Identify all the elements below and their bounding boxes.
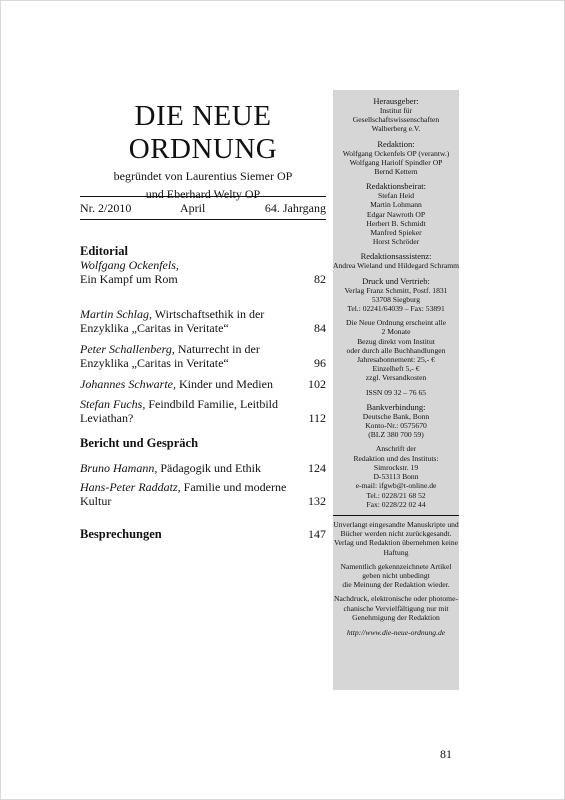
entry-title: Ein Kampf um Rom <box>80 272 178 286</box>
editor-line: Bernd Kettern <box>374 167 418 177</box>
address-line: e-mail: ifgwb@t-online.de <box>355 481 437 491</box>
publisher-line: Walberberg e.V. <box>371 124 421 134</box>
entry-title: Kinder und Medien <box>178 377 273 391</box>
founded-by-line1: begründet von Laurentius Siemer OP <box>113 169 293 183</box>
bank-line: Deutsche Bank, Bonn <box>362 411 430 421</box>
frequency-line: Bezug direkt vom Institut <box>357 336 435 346</box>
sidebar-divider <box>333 515 459 516</box>
issue-month: April <box>180 201 206 215</box>
toc-entry[interactable] <box>80 307 326 335</box>
section-besprechungen: Besprechungen <box>80 527 162 541</box>
editor-line: Wolfgang Ockenfels OP (verantw.) <box>342 148 450 158</box>
address-line: Fax: 0228/22 02 44 <box>366 499 426 509</box>
board-member: Martin Lohmann <box>370 200 422 210</box>
issue-volume: 64. Jahrgang <box>264 201 326 215</box>
address-line: Anschrift der <box>375 444 417 454</box>
section-bericht: Bericht und Gespräch <box>80 436 199 450</box>
imprint-sidebar <box>333 90 459 690</box>
entry-page: 96 <box>314 356 326 370</box>
toc-entry[interactable] <box>80 342 326 370</box>
entry-title: Pädagogik und Ethik <box>160 461 262 475</box>
notice-line: Nachdruck, elektronische oder photome- <box>334 594 458 604</box>
board-member: Horst Schröder <box>372 237 420 247</box>
address-line: D-53113 Bonn <box>373 472 419 482</box>
toc-entry[interactable] <box>80 461 326 475</box>
board-member: Manfred Spieker <box>370 228 422 238</box>
entry-author: Wolfgang Ockenfels, <box>80 258 179 272</box>
bank-line: (BLZ 380 700 59) <box>368 430 424 440</box>
notice-line: Unverlangt eingesandte Manuskripte und <box>333 519 459 529</box>
issn: ISSN 09 32 – 76 65 <box>365 387 427 397</box>
toc-entry[interactable] <box>80 258 326 286</box>
notice-line: Haftung <box>383 547 409 557</box>
frequency-line: Einzelheft 5,- € <box>372 364 420 374</box>
address-line: Simrockstr. 19 <box>373 462 419 472</box>
address-line: Redaktion und des Instituts: <box>353 453 439 463</box>
issue-line <box>80 196 326 220</box>
address-line: Tel.: 0228/21 68 52 <box>366 490 426 500</box>
entry-author: Martin Schlag, <box>80 307 152 321</box>
board-member: Stefan Heid <box>377 191 415 201</box>
entry-page: 102 <box>308 377 326 391</box>
notice-line: Bücher werden nicht zurückgesandt. <box>340 529 452 539</box>
frequency-line: Die Neue Ordnung erscheint alle <box>346 318 446 328</box>
print-line: Verlag Franz Schmitt, Postf. 1831 <box>344 285 448 295</box>
entry-page: 147 <box>308 527 326 541</box>
journal-title-line1: DIE NEUE <box>134 100 272 132</box>
frequency-line: oder durch alle Buchhandlungen <box>346 345 446 355</box>
assistant-line: Andrea Wieland und Hildegard Schramm <box>333 261 460 271</box>
print-line: 53708 Siegburg <box>371 294 421 304</box>
frequency-line: 2 Monate <box>381 327 411 337</box>
board-heading: Redaktionsbeirat: <box>366 181 426 192</box>
entry-page: 112 <box>308 411 326 425</box>
entry-author: Stefan Fuchs, <box>80 397 146 411</box>
section-editorial: Editorial <box>80 244 128 258</box>
entry-author: Bruno Hamann, <box>80 461 158 475</box>
publisher-line: Institut für <box>379 106 413 115</box>
issue-number: Nr. 2/2010 <box>80 201 132 215</box>
assistant-heading: Redaktionsassistenz: <box>360 251 432 262</box>
toc-entry-besprechungen[interactable] <box>80 527 326 541</box>
toc-entry[interactable] <box>80 397 326 425</box>
website-link[interactable]: http://www.die-neue-ordnung.de <box>346 627 446 637</box>
bank-line: Konto-Nr.: 0575670 <box>365 421 427 431</box>
notice-line: chanische Vervielfältigung nur mit <box>343 603 449 613</box>
notice-line: geben nicht unbedingt <box>362 570 430 580</box>
editor-line: Wolfgang Hariolf Spindler OP <box>349 157 443 167</box>
entry-title: Feindbild Familie, Leitbild Leviathan? <box>80 397 278 425</box>
bank-heading: Bankverbindung: <box>366 401 426 412</box>
print-line: Tel.: 02241/64039 – Fax: 53891 <box>347 304 445 314</box>
page-number: 81 <box>440 747 452 761</box>
publisher-line: Gesellschaftswissenschaften <box>352 115 440 125</box>
journal-title-line2: ORDNUNG <box>128 133 278 165</box>
toc-entry[interactable] <box>80 377 326 391</box>
entry-page: 124 <box>308 461 326 475</box>
publisher-heading: Herausgeber: <box>373 96 419 106</box>
entry-author: Johannes Schwarte, <box>80 377 176 391</box>
masthead <box>80 100 326 202</box>
notice-line: Genehmigung der Redaktion <box>352 612 440 622</box>
entry-title: Naturrecht in der Enzyklika „Caritas in Veritate“ <box>80 342 260 370</box>
notice-line: Namentlich gekennzeichnete Artikel <box>340 561 452 571</box>
print-heading: Druck und Vertrieb: <box>362 275 430 286</box>
editors-heading: Redaktion: <box>377 138 415 149</box>
entry-page: 82 <box>314 272 326 286</box>
frequency-line: Jahresabonnement: 25,- € <box>357 355 435 365</box>
entry-author: Peter Schallenberg, <box>80 342 175 356</box>
entry-page: 132 <box>308 494 326 508</box>
notice-line: die Meinung der Redaktion wieder. <box>342 580 450 590</box>
board-member: Edgar Nawroth OP <box>366 209 426 219</box>
frequency-line: zzgl. Versandkosten <box>365 373 427 383</box>
toc-entry[interactable] <box>80 480 326 508</box>
entry-page: 84 <box>314 321 326 335</box>
founded-by-line2: und Eberhard Welty OP <box>145 187 261 201</box>
entry-title: Familie und moderne Kultur <box>80 480 287 508</box>
board-member: Herbert B. Schmidt <box>366 218 426 228</box>
entry-title: Wirtschaftsethik in der Enzyklika „Caritas in Veritate“ <box>80 307 265 335</box>
notice-line: Verlag und Redaktion übernehmen keine <box>334 538 458 548</box>
entry-author: Hans-Peter Raddatz, <box>80 480 181 494</box>
